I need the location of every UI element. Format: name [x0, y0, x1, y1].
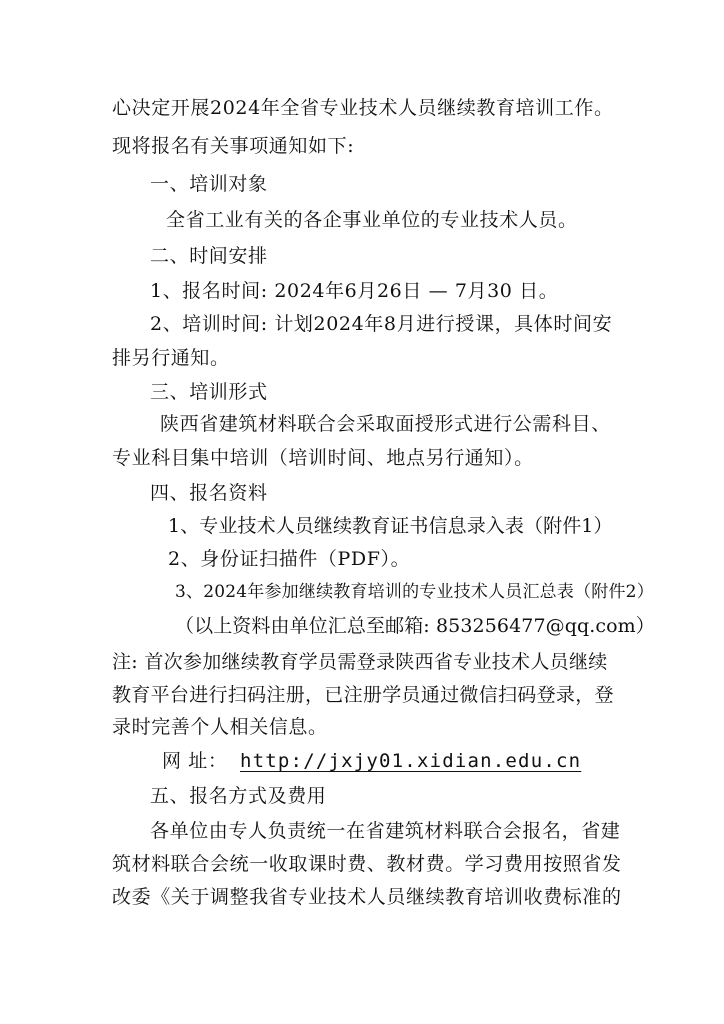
- list-item: 2、身份证扫描件（PDF）。: [168, 548, 411, 570]
- email-note: （以上资料由单位汇总至邮箱: 853256477@qq.com）: [175, 615, 655, 637]
- paragraph-line: 心决定开展2024年全省专业技术人员继续教育培训工作。: [112, 97, 614, 119]
- note-line: 教育平台进行扫码注册，已注册学员通过微信扫码登录，登: [112, 684, 614, 706]
- list-item: 2、培训时间: 计划2024年8月进行授课，具体时间安: [150, 313, 613, 335]
- paragraph-line: 排另行通知。: [112, 347, 230, 369]
- paragraph-line: 改委《关于调整我省专业技术人员继续教育培训收费标准的: [112, 886, 622, 908]
- note-line: 注: 首次参加继续教育学员需登录陕西省专业技术人员继续: [112, 651, 608, 673]
- note-line: 录时完善个人相关信息。: [112, 716, 328, 738]
- url-label: 网 址：: [162, 750, 228, 772]
- list-item: 3、2024年参加继续教育培训的专业技术人员汇总表（附件2）: [175, 582, 654, 602]
- section-heading: 五、报名方式及费用: [150, 785, 327, 807]
- website-link[interactable]: http://jxjy01.xidian.edu.cn: [240, 750, 582, 772]
- section-heading: 一、培训对象: [150, 173, 268, 195]
- list-item: 1、专业技术人员继续教育证书信息录入表（附件1）: [168, 515, 613, 537]
- paragraph-line: 专业科目集中培训（培训时间、地点另行通知）。: [112, 447, 534, 469]
- paragraph-line: 各单位由专人负责统一在省建筑材料联合会报名，省建: [150, 820, 621, 842]
- paragraph-line: 现将报名有关事项通知如下:: [112, 135, 355, 157]
- list-item: 1、报名时间: 2024年6月26日 — 7月30 日。: [150, 280, 559, 302]
- section-heading: 三、培训形式: [150, 381, 268, 403]
- paragraph-line: 陕西省建筑材料联合会采取面授形式进行公需科目、: [160, 413, 611, 435]
- section-heading: 二、时间安排: [150, 245, 268, 267]
- paragraph-line: 筑材料联合会统一收取课时费、教材费。学习费用按照省发: [112, 853, 622, 875]
- paragraph-line: 全省工业有关的各企事业单位的专业技术人员。: [166, 209, 578, 231]
- section-heading: 四、报名资料: [150, 482, 268, 504]
